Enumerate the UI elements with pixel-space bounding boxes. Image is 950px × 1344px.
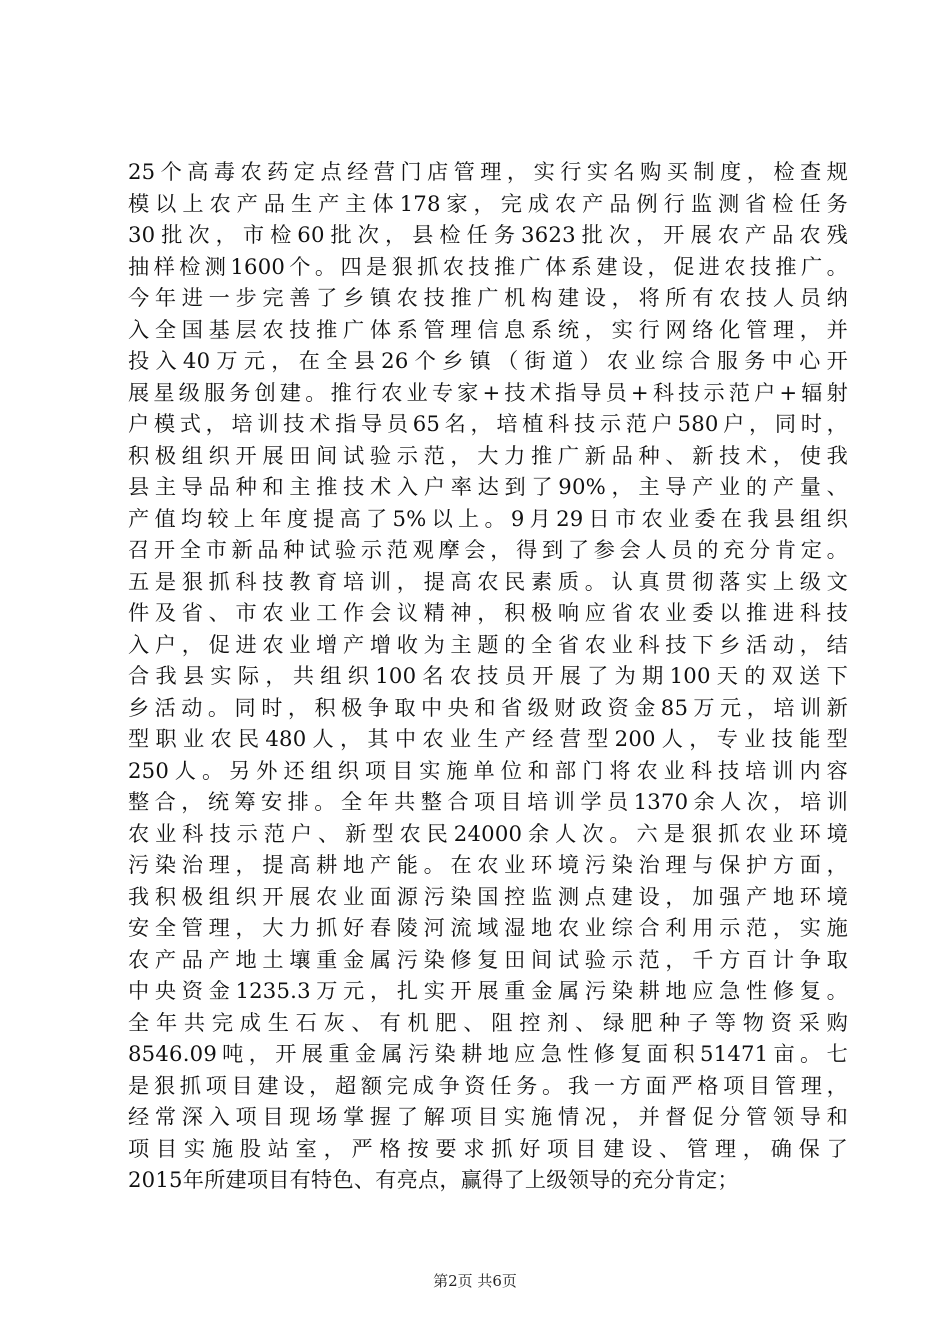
text-line: 25个高毒农药定点经营门店管理，实行实名购买制度，检查规 bbox=[128, 159, 848, 184]
text-line: 型职业农民480人，其中农业生产经营型200人，专业技能型 bbox=[128, 726, 848, 751]
text-line: 30批次，市检60批次，县检任务3623批次，开展农产品农残 bbox=[128, 222, 848, 247]
text-line: 农产品产地土壤重金属污染修复田间试验示范，千方百计争取 bbox=[128, 946, 848, 972]
body-text bbox=[128, 156, 848, 1196]
text-line: 入户，促进农业增产增收为主题的全省农业科技下乡活动，结 bbox=[128, 631, 848, 657]
page-indicator: 第2页 共6页 bbox=[433, 1272, 517, 1290]
text-line: 模以上农产品生产主体178家，完成农产品例行监测省检任务 bbox=[128, 190, 848, 216]
text-line: 产值均较上年度提高了5%以上。9月29日市农业委在我县组织 bbox=[128, 505, 848, 531]
text-line: 中央资金1235.3万元，扎实开展重金属污染耕地应急性修复。 bbox=[128, 978, 848, 1003]
text-line: 展星级服务创建。推行农业专家+技术指导员+科技示范户+辐射 bbox=[128, 379, 848, 405]
text-line: 农业科技示范户、新型农民24000余人次。六是狠抓农业环境 bbox=[128, 820, 848, 846]
text-line: 投入40万元，在全县26个乡镇（街道）农业综合服务中心开 bbox=[128, 348, 848, 373]
text-line: 入全国基层农技推广体系管理信息系统，实行网络化管理，并 bbox=[128, 316, 848, 342]
text-line: 今年进一步完善了乡镇农技推广机构建设，将所有农技人员纳 bbox=[128, 285, 848, 310]
text-line: 项目实施股站室，严格按要求抓好项目建设、管理，确保了 bbox=[128, 1135, 848, 1161]
text-line: 召开全市新品种试验示范观摩会，得到了参会人员的充分肯定。 bbox=[128, 537, 848, 562]
text-line: 2015年所建项目有特色、有亮点，赢得了上级领导的充分肯定； bbox=[128, 1167, 739, 1192]
text-line: 乡活动。同时，积极争取中央和省级财政资金85万元，培训新 bbox=[128, 694, 848, 720]
text-line: 积极组织开展田间试验示范，大力推广新品种、新技术，使我 bbox=[128, 442, 848, 468]
text-line: 合我县实际，共组织100名农技员开展了为期100天的双送下 bbox=[128, 663, 848, 688]
text-line: 件及省、市农业工作会议精神，积极响应省农业委以推进科技 bbox=[128, 600, 848, 625]
text-line: 全年共完成生石灰、有机肥、阻控剂、绿肥种子等物资采购 bbox=[128, 1009, 848, 1035]
page-footer bbox=[0, 1271, 950, 1291]
text-line: 安全管理，大力抓好春陵河流域湿地农业综合利用示范，实施 bbox=[128, 915, 848, 940]
text-line: 整合，统筹安排。全年共整合项目培训学员1370余人次，培训 bbox=[128, 789, 848, 814]
text-line: 污染治理，提高耕地产能。在农业环境污染治理与保护方面， bbox=[128, 852, 848, 877]
text-line: 县主导品种和主推技术入户率达到了90%，主导产业的产量、 bbox=[128, 474, 848, 499]
text-line: 我积极组织开展农业面源污染国控监测点建设，加强产地环境 bbox=[128, 883, 848, 909]
text-line: 五是狠抓科技教育培训，提高农民素质。认真贯彻落实上级文 bbox=[128, 568, 848, 594]
text-line: 抽样检测1600个。四是狠抓农技推广体系建设，促进农技推广。 bbox=[128, 253, 848, 279]
text-line: 250人。另外还组织项目实施单位和部门将农业科技培训内容 bbox=[128, 757, 848, 783]
text-line: 是狠抓项目建设，超额完成争资任务。我一方面严格项目管理， bbox=[128, 1072, 848, 1098]
text-line: 经常深入项目现场掌握了解项目实施情况，并督促分管领导和 bbox=[128, 1104, 848, 1129]
text-line: 8546.09吨，开展重金属污染耕地应急性修复面积51471亩。七 bbox=[128, 1041, 848, 1066]
text-line: 户模式，培训技术指导员65名，培植科技示范户580户，同时， bbox=[128, 411, 848, 436]
